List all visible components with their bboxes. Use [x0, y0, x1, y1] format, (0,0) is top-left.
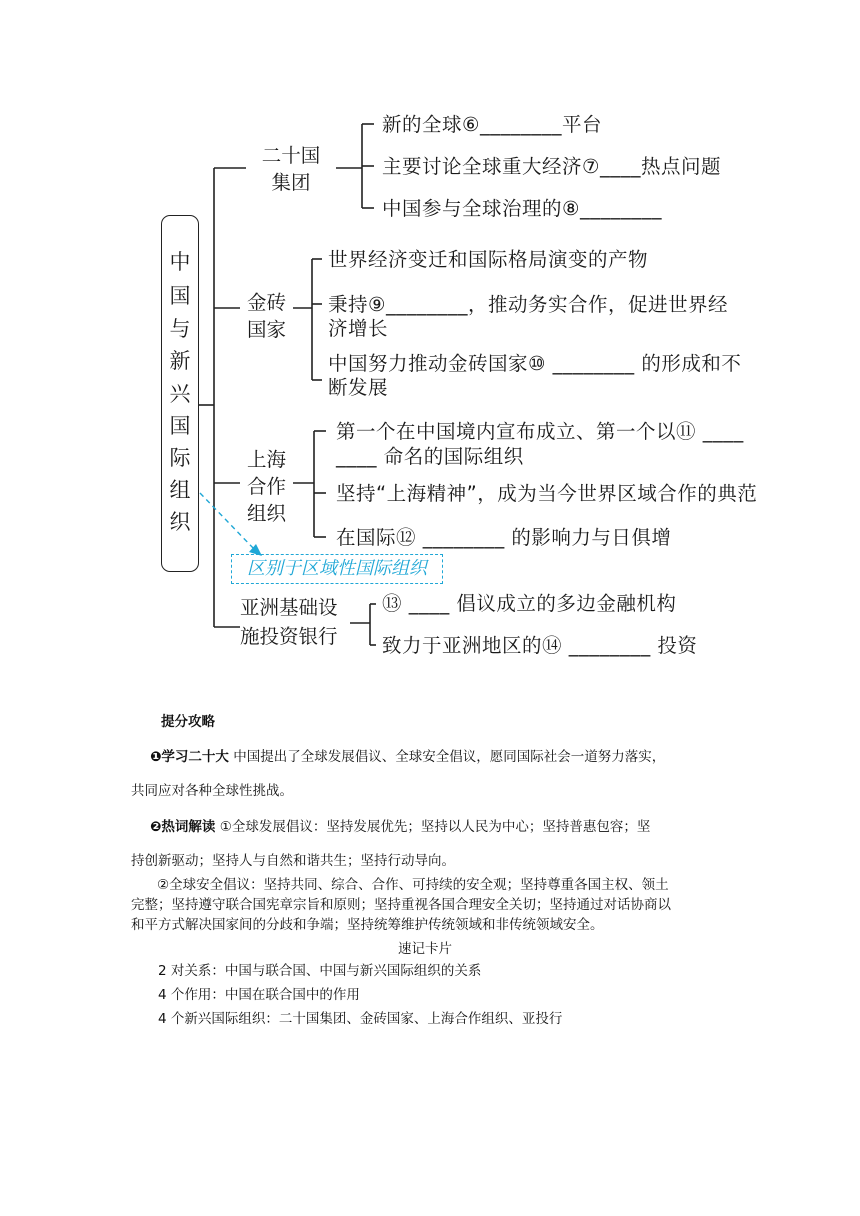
para-text: 持创新驱动；坚持人与自然和谐共生；坚持行动导向。 [131, 853, 455, 869]
brics-item: 中国努力推动金砖国家⑩ ________ 的形成和不 [328, 352, 742, 375]
sco-item: 在国际⑫ ________ 的影响力与日俱增 [336, 526, 672, 549]
root-char: 际 [169, 446, 191, 470]
para-label: ❷热词解读 [150, 819, 216, 835]
brics-item: 济增长 [328, 317, 389, 340]
sco-item: 第一个在中国境内宣布成立、第一个以⑪ ____ [336, 420, 744, 443]
para-text: 完整；坚持遵守联合国宪章宗旨和原则；坚持重视各国合理安全关切；坚持通过对话协商以 [131, 897, 671, 913]
group-sco [240, 446, 293, 527]
card-line: 2 对关系：中国与联合国、中国与新兴国际组织的关系 [158, 963, 482, 979]
group-name-line: 施投资银行 [240, 625, 338, 648]
brics-item: 世界经济变迁和国际格局演变的产物 [328, 248, 649, 271]
group-name-line: 二十国 [261, 144, 321, 167]
group-name-line: 集团 [271, 171, 311, 194]
group-name-line: 合作 [246, 475, 286, 498]
para-text: ②全球安全倡议：坚持共同、综合、合作、可持续的安全观；坚持尊重各国主权、领土 [157, 877, 669, 893]
card-title: 速记卡片 [398, 941, 452, 957]
root-char: 国 [169, 284, 191, 308]
root-char: 织 [169, 510, 191, 534]
para-text: ①全球发展倡议：坚持发展优先；坚持以人民为中心；坚持普惠包容；坚 [215, 819, 651, 835]
root-char: 新 [169, 349, 191, 373]
card-line: 4 个作用：中国在联合国中的作用 [158, 987, 360, 1003]
group-g20 [246, 142, 336, 196]
root-char: 兴 [169, 382, 191, 406]
group-name-line: 金砖 [246, 291, 286, 314]
section-heading: 提分攻略 [161, 714, 215, 730]
g20-item: 新的全球⑥________平台 [382, 113, 602, 136]
brics-item: 秉持⑨________，推动务实合作，促进世界经 [328, 293, 728, 316]
group-name-line: 上海 [246, 448, 286, 471]
para-text: 和平方式解决国家间的分歧和争端；坚持统筹维护传统领域和非传统领域安全。 [131, 917, 604, 933]
paragraph-hotwords [150, 819, 650, 836]
root-char: 国 [169, 414, 191, 438]
g20-item: 主要讨论全球重大经济⑦____热点问题 [382, 155, 721, 178]
group-name-line: 组织 [246, 502, 286, 525]
para-text: 共同应对各种全球性挑战。 [131, 783, 293, 799]
root-char: 组 [169, 478, 191, 502]
group-name-line: 国家 [246, 318, 286, 341]
aiib-item: 致力于亚洲地区的⑭ ________ 投资 [382, 634, 698, 657]
paragraph-study [150, 749, 665, 766]
group-name-line: 亚洲基础设 [240, 596, 338, 619]
group-brics [240, 289, 293, 343]
root-node [161, 215, 199, 572]
group-aiib [240, 593, 352, 651]
para-label: ❶学习二十大 [150, 749, 229, 765]
aiib-item: ⑬ ____ 倡议成立的多边金融机构 [382, 592, 677, 615]
sco-item: 坚持“上海精神”，成为当今世界区域合作的典范 [336, 482, 758, 505]
g20-item: 中国参与全球治理的⑧________ [382, 197, 662, 220]
root-char: 中 [169, 250, 191, 274]
card-line: 4 个新兴国际组织：二十国集团、金砖国家、上海合作组织、亚投行 [158, 1011, 563, 1027]
para-text: 中国提出了全球发展倡议、全球安全倡议，愿同国际社会一道努力落实， [228, 749, 666, 765]
sco-item: ____ 命名的国际组织 [336, 445, 524, 468]
root-char: 与 [169, 317, 191, 341]
distinction-note: 区别于区域性国际组织 [231, 554, 443, 584]
brics-item: 断发展 [328, 376, 389, 399]
